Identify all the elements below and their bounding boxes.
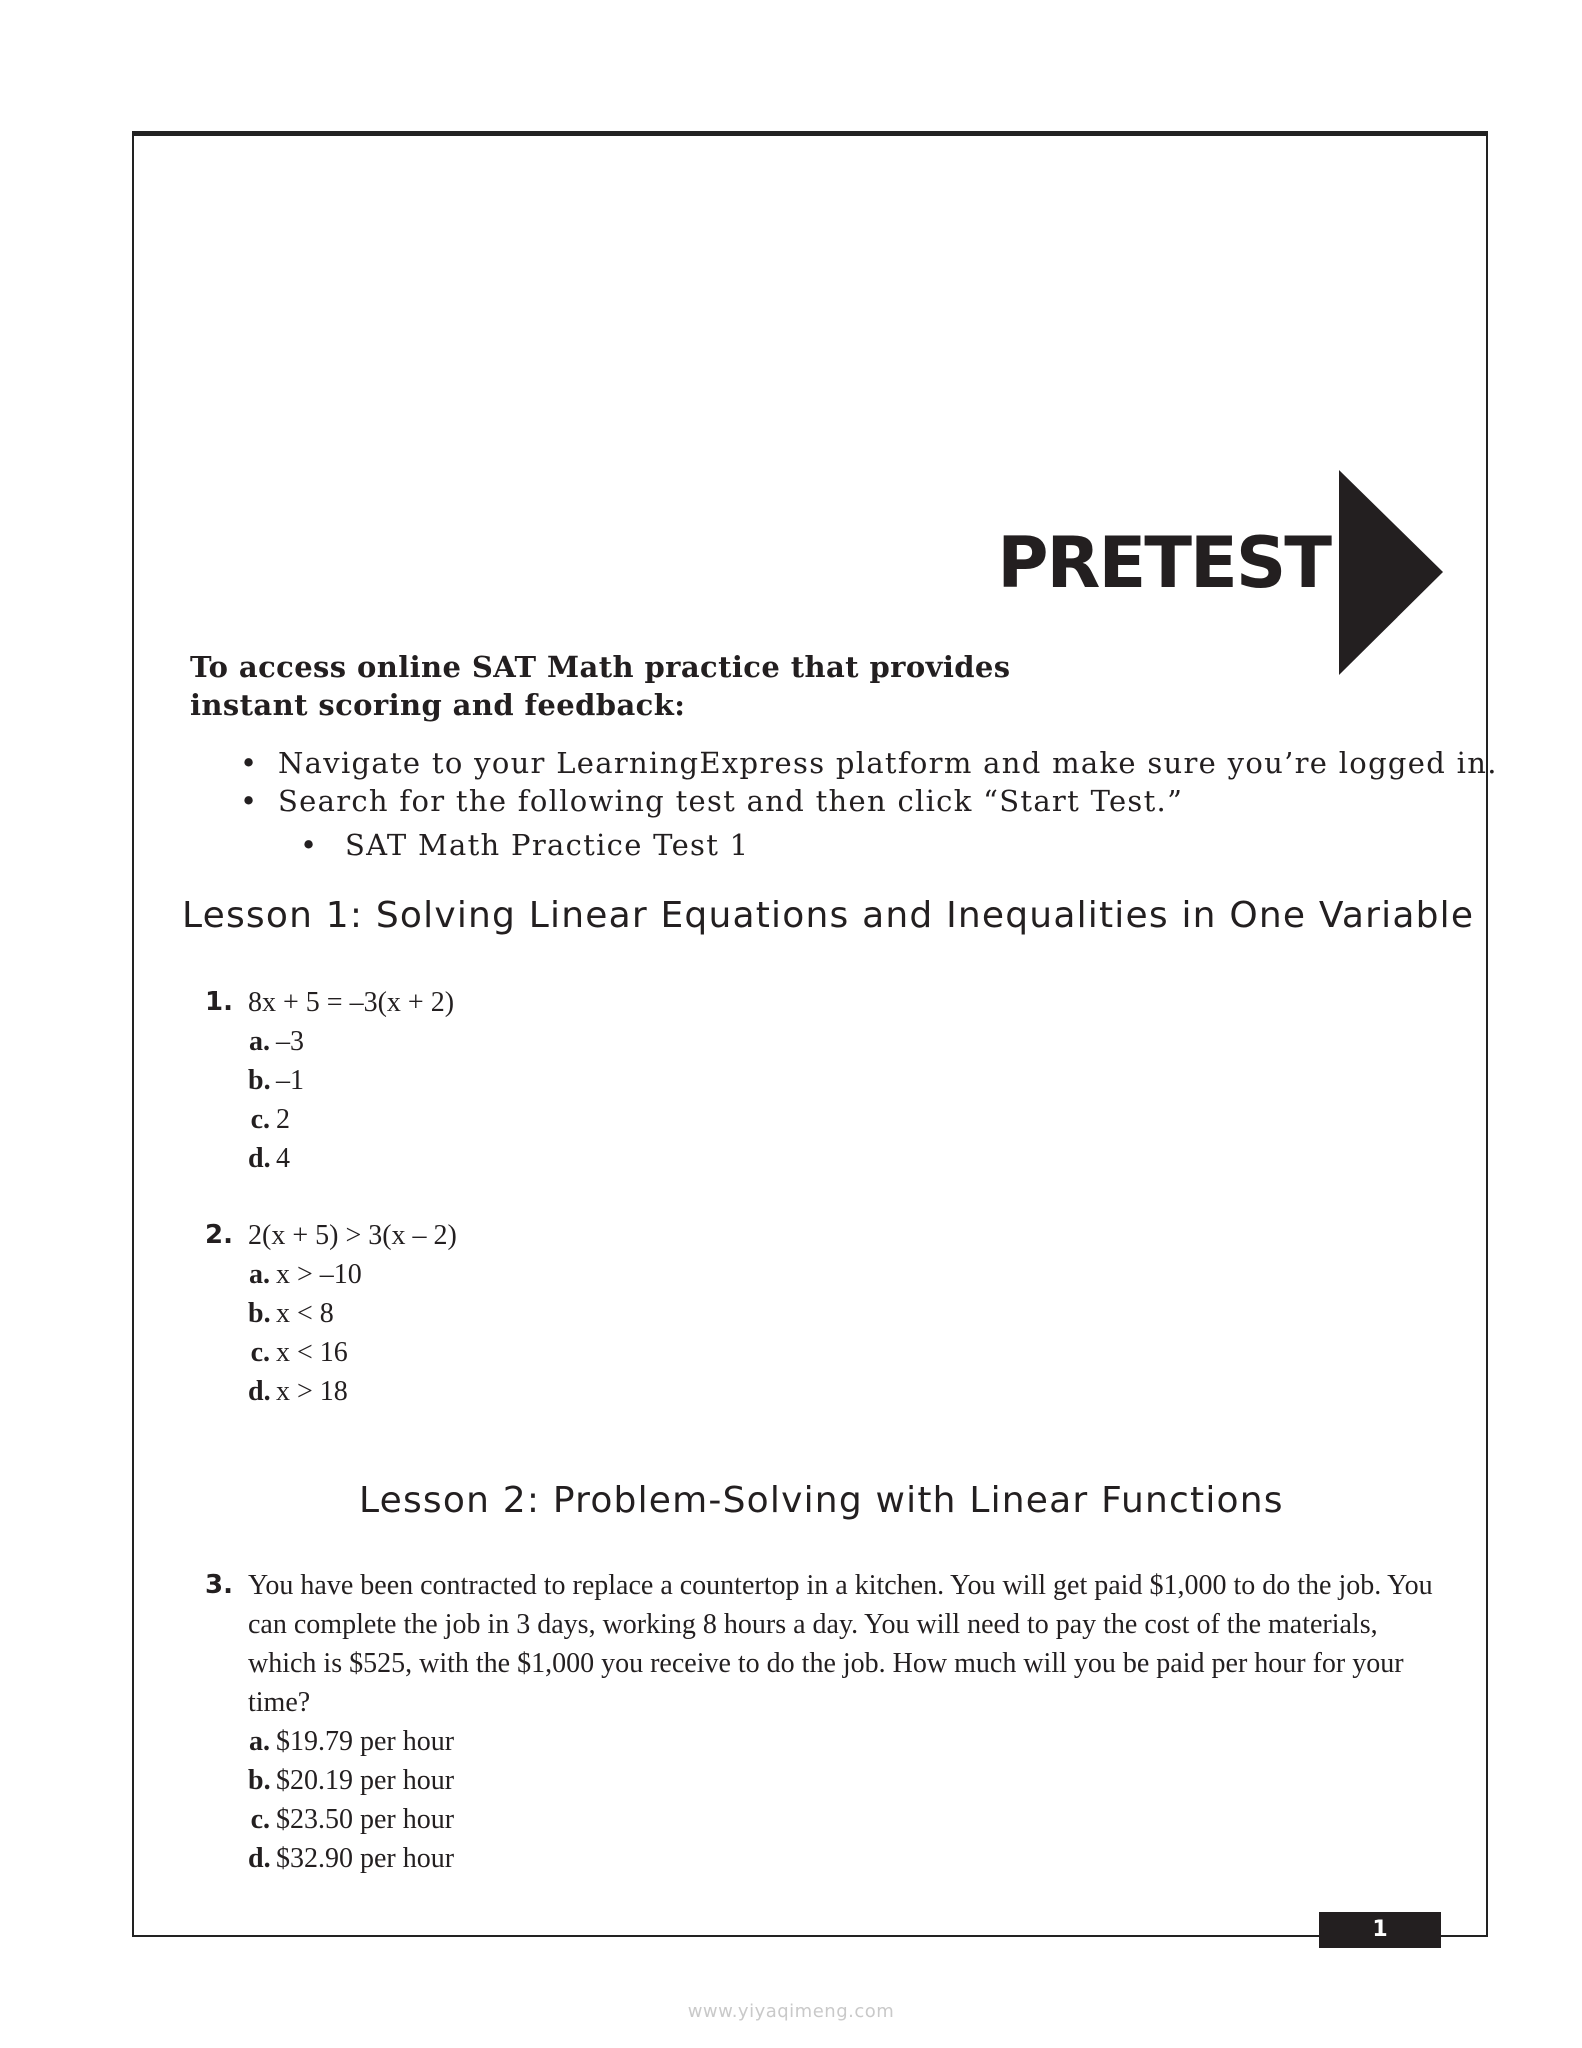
choice-letter: b. — [248, 1765, 271, 1796]
list-item-text: Search for the following test and then click “Start Test.” — [278, 784, 1184, 818]
choice-text: 4 — [276, 1143, 290, 1174]
question-1 — [205, 983, 454, 1178]
access-heading-line1: To access online SAT Math practice that provides — [190, 650, 1011, 684]
question-number: 3. — [205, 1570, 233, 1600]
question-number: 1. — [205, 987, 233, 1017]
choice-letter: b. — [248, 1298, 271, 1329]
answer-choice — [248, 1100, 454, 1139]
answer-choice — [248, 1722, 1448, 1761]
answer-choice — [248, 1761, 1448, 1800]
choice-text: x < 16 — [276, 1337, 348, 1368]
choice-text: x < 8 — [276, 1298, 334, 1329]
answer-choice — [248, 1255, 457, 1294]
answer-choice — [248, 1372, 457, 1411]
answer-choice — [248, 1294, 457, 1333]
choice-text: –1 — [276, 1065, 304, 1096]
answer-choice — [248, 1022, 454, 1061]
chapter-arrow-icon — [1339, 470, 1443, 675]
choice-text: $32.90 per hour — [276, 1843, 455, 1874]
chapter-title: PRETEST — [997, 522, 1330, 604]
choice-text: $20.19 per hour — [276, 1765, 455, 1796]
choice-text: $19.79 per hour — [276, 1726, 455, 1757]
question-stem: 2(x + 5) > 3(x – 2) — [248, 1220, 457, 1251]
page-number: 1 — [1319, 1912, 1441, 1948]
watermark: www.yiyaqimeng.com — [687, 2001, 895, 2022]
question-2 — [205, 1216, 457, 1411]
choice-letter: a. — [249, 1026, 270, 1057]
choice-text: 2 — [276, 1104, 290, 1135]
question-stem: You have been contracted to replace a countertop in a kitchen. You will get paid $1,000 to do the job. You can complete the job in 3 days, working 8 hours a day. You will need to pay the cost of the materials, which is $525, with the $1,000 you receive to do the job. How much will you be paid per hour for your time? — [248, 1570, 1433, 1718]
choice-letter: d. — [248, 1843, 271, 1874]
choice-letter: c. — [250, 1804, 270, 1835]
practice-test-name: SAT Math Practice Test 1 — [345, 828, 750, 862]
choice-letter: d. — [248, 1143, 271, 1174]
list-item — [240, 744, 1498, 782]
access-heading-line2: instant scoring and feedback: — [190, 688, 686, 722]
lesson-1-heading: Lesson 1: Solving Linear Equations and Inequalities in One Variable — [182, 895, 1475, 936]
bullet-icon: • — [240, 784, 259, 818]
choice-letter: d. — [248, 1376, 271, 1407]
choice-text: –3 — [276, 1026, 304, 1057]
choice-letter: c. — [250, 1104, 270, 1135]
answer-choice — [248, 1139, 454, 1178]
answer-choice — [248, 1333, 457, 1372]
question-3 — [205, 1566, 1448, 1878]
choice-letter: c. — [250, 1337, 270, 1368]
bullet-icon: • — [240, 746, 259, 780]
access-instructions-list — [240, 744, 1498, 820]
answer-choice — [248, 1061, 454, 1100]
sub-list-item — [300, 826, 749, 864]
answer-choice — [248, 1800, 1448, 1839]
question-stem: 8x + 5 = –3(x + 2) — [248, 987, 455, 1018]
choice-text: x > 18 — [276, 1376, 348, 1407]
list-item-text: Navigate to your LearningExpress platform and make sure you’re logged in. — [278, 746, 1498, 780]
choice-text: x > –10 — [276, 1259, 362, 1290]
choice-letter: b. — [248, 1065, 271, 1096]
question-number: 2. — [205, 1220, 233, 1250]
list-item — [240, 782, 1498, 820]
lesson-2-heading: Lesson 2: Problem-Solving with Linear Functions — [359, 1480, 1284, 1521]
bullet-icon: • — [300, 828, 319, 862]
answer-choice — [248, 1839, 1448, 1878]
choice-letter: a. — [249, 1726, 270, 1757]
choice-letter: a. — [249, 1259, 270, 1290]
choice-text: $23.50 per hour — [276, 1804, 455, 1835]
online-access-heading — [190, 648, 1011, 724]
